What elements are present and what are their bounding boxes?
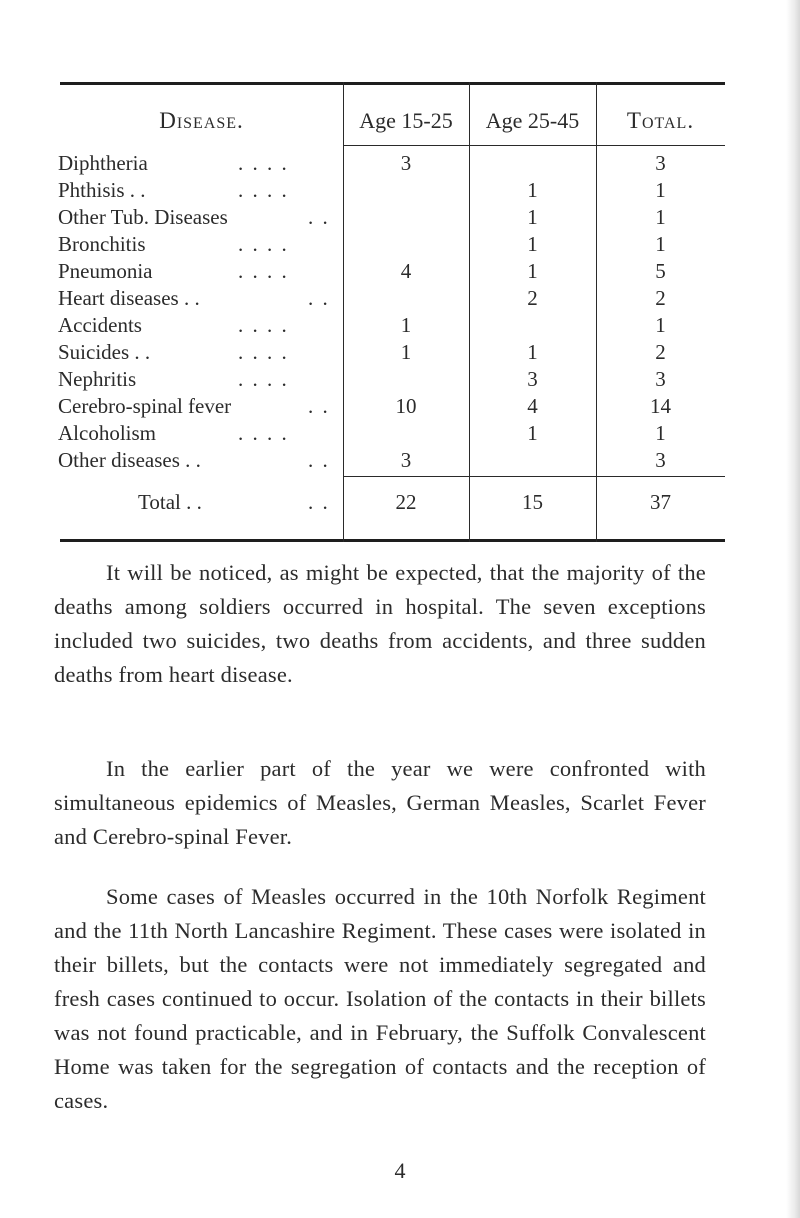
age-15-25-value: 3: [400, 448, 412, 472]
table-row: [60, 421, 725, 446]
leader-dots: . . . .: [238, 232, 289, 256]
age-15-25-value: [343, 421, 469, 446]
table-row: [60, 151, 725, 176]
table-row: [60, 178, 725, 203]
total-rule: [343, 476, 725, 477]
age-15-25-value: [343, 232, 469, 257]
table-row: [60, 232, 725, 257]
table-row: [60, 286, 725, 311]
age-25-45-value: [469, 448, 596, 473]
age-25-45-value: 1: [527, 421, 538, 445]
age-15-25-value: 1: [400, 313, 412, 337]
age-15-25-value: 10: [395, 394, 417, 418]
leader-dots: . . . .: [238, 259, 289, 283]
age-15-25-value: [343, 367, 469, 392]
header-rule: [343, 145, 725, 146]
age-25-45-value: 1: [527, 205, 538, 229]
paragraph-2: In the earlier part of the year we were confronted with simultaneous epidemics of Measles, German Measles, Scarlet Fever and Cerebro-spinal Fever.: [54, 756, 706, 849]
leader-dots: . . . .: [238, 340, 289, 364]
header-disease: Disease.: [159, 108, 244, 133]
total-value: 1: [655, 421, 666, 445]
total-value: 1: [655, 178, 666, 202]
disease-name: Phthisis . .: [58, 178, 146, 202]
age-25-45-value: 4: [527, 394, 538, 418]
total-age-15-25: 22: [395, 490, 417, 514]
disease-name: Other diseases . .: [58, 448, 201, 472]
leader-dots: . . . .: [238, 178, 289, 202]
age-15-25-value: [343, 178, 469, 203]
age-25-45-value: [469, 151, 596, 176]
disease-name: Nephritis: [58, 367, 137, 391]
table-row: [60, 340, 725, 365]
age-15-25-value: 1: [400, 340, 412, 364]
disease-name: Cerebro-spinal fever: [58, 394, 232, 418]
header-age-15-25: Age 15-25: [359, 108, 453, 133]
mortality-table: [60, 82, 725, 542]
disease-name: Other Tub. Diseases: [58, 205, 228, 229]
leader-dots: . .: [308, 286, 330, 310]
total-value: 2: [655, 340, 666, 364]
leader-dots: . .: [308, 394, 330, 418]
age-15-25-value: 3: [400, 151, 412, 175]
age-15-25-value: [343, 286, 469, 311]
page-number: 4: [394, 1158, 406, 1183]
disease-name: Heart diseases . .: [58, 286, 200, 310]
total-value: 2: [655, 286, 666, 310]
disease-name: Accidents: [58, 313, 142, 337]
table-row: [60, 394, 725, 419]
age-25-45-value: [469, 313, 596, 338]
total-value: 3: [655, 448, 666, 472]
leader-dots: . . . .: [238, 367, 289, 391]
age-25-45-value: 1: [527, 259, 538, 283]
total-value: 14: [650, 394, 671, 418]
leader-dots: . .: [308, 490, 330, 514]
total-value: 1: [655, 205, 666, 229]
table-row: [60, 367, 725, 392]
disease-name: Diphtheria: [58, 151, 148, 175]
age-25-45-value: 3: [527, 367, 538, 391]
age-25-45-value: 1: [527, 232, 538, 256]
leader-dots: . . . .: [238, 151, 289, 175]
disease-name: Suicides . .: [58, 340, 151, 364]
leader-dots: . .: [308, 448, 330, 472]
leader-dots: . .: [308, 205, 330, 229]
total-value: 1: [655, 313, 666, 337]
table-bottom-rule: [60, 539, 725, 542]
leader-dots: . . . .: [238, 313, 289, 337]
age-15-25-value: 4: [400, 259, 412, 283]
disease-name: Bronchitis: [58, 232, 146, 256]
disease-name: Alcoholism: [58, 421, 156, 445]
disease-name: Pneumonia: [58, 259, 153, 283]
age-25-45-value: 1: [527, 178, 538, 202]
paragraph-1: It will be noticed, as might be expected, that the majority of the deaths among soldiers occurred in hospital. The seven exceptions included two suicides, two deaths from accidents, and three sudden deaths from heart disease.: [54, 560, 706, 687]
table-row: [60, 259, 725, 284]
table-row: [60, 448, 725, 473]
total-value: 3: [655, 151, 666, 175]
paragraph-3: Some cases of Measles occurred in the 10th Norfolk Regiment and the 11th North Lancashire Regiment. These cases were isolated in their billets, but the contacts were not immediately segregated and fresh cases continued to occur. Isolation of the contacts in their billets was not found practicable, and in February, the Suffolk Convalescent Home was taken for the segregation of contacts and the reception of cases.: [54, 884, 706, 1113]
grand-total: 37: [650, 490, 671, 514]
age-25-45-value: 1: [527, 340, 538, 364]
age-25-45-value: 2: [527, 286, 538, 310]
age-15-25-value: [343, 205, 469, 230]
table-top-rule: [60, 82, 725, 85]
total-age-25-45: 15: [522, 490, 543, 514]
header-age-25-45: Age 25-45: [485, 108, 580, 133]
total-value: 1: [655, 232, 666, 256]
total-row: [60, 490, 725, 515]
table-row: [60, 313, 725, 338]
total-value: 5: [655, 259, 666, 283]
header-total: Total.: [626, 108, 695, 133]
total-label: Total . .: [138, 490, 202, 514]
total-value: 3: [655, 367, 666, 391]
leader-dots: . . . .: [238, 421, 289, 445]
table-row: [60, 205, 725, 230]
page-edge-shadow: [786, 0, 800, 1218]
